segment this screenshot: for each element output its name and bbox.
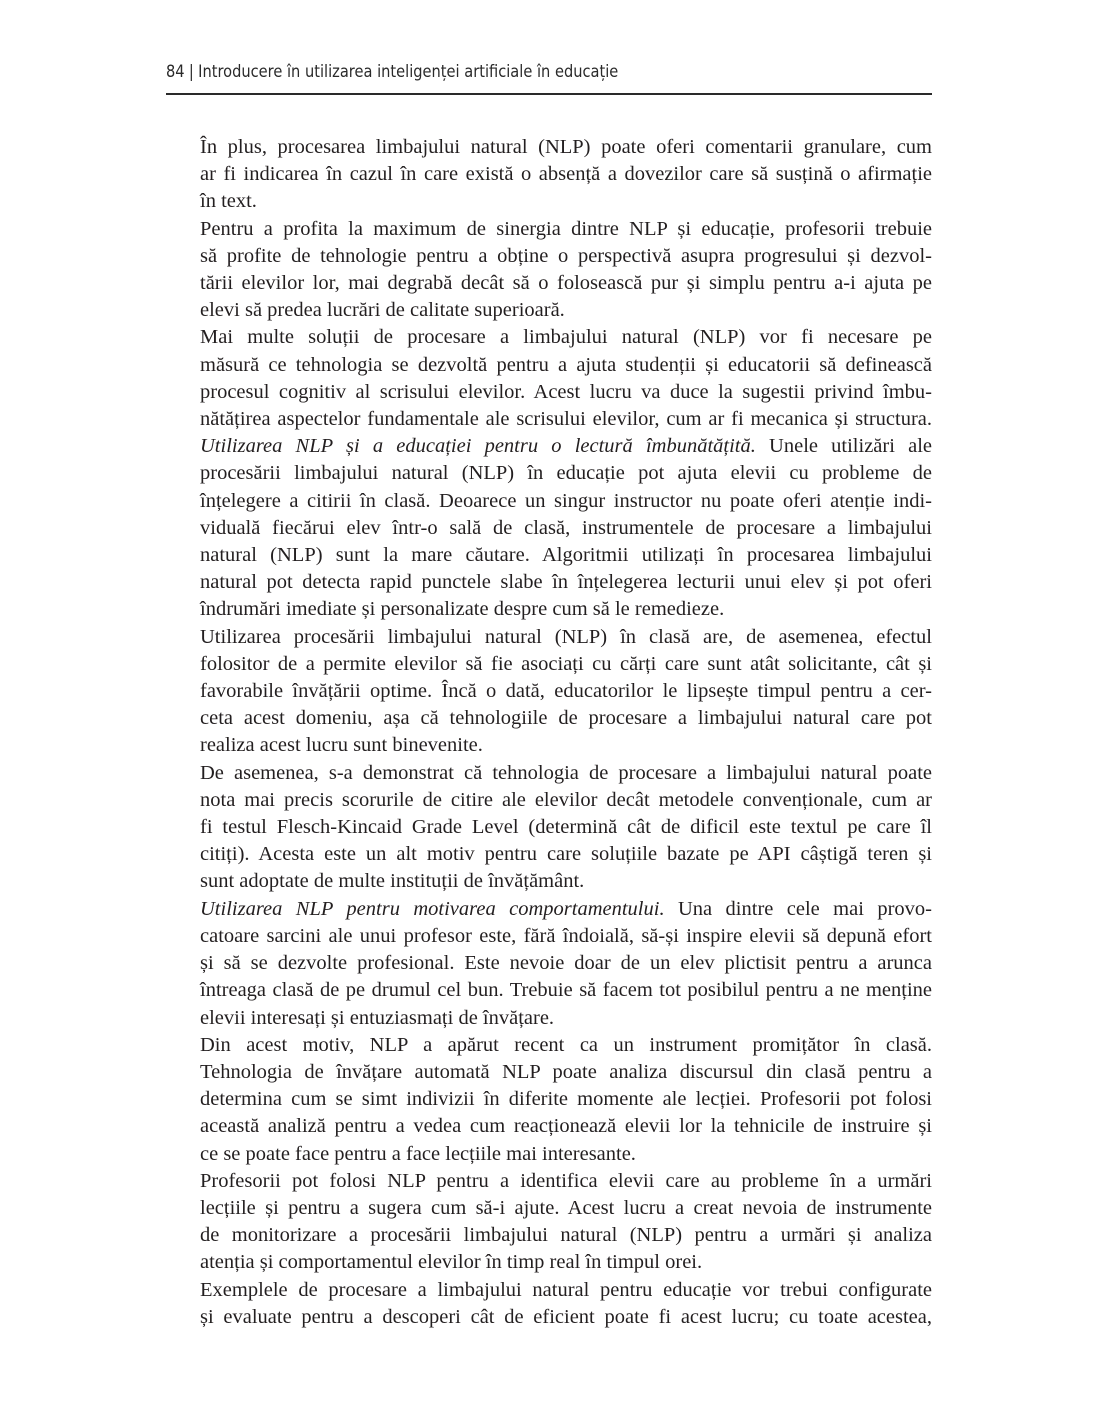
text-line: În plus, procesarea limbajului natural (NLP) poate oferi comentarii granulare, cum bbox=[200, 136, 932, 158]
text-line: procesul cognitiv al scrisului elevilor. Acest lucru va duce la sugestii privind îmbu- bbox=[200, 380, 932, 403]
paragraph bbox=[166, 134, 932, 216]
text-line: Tehnologia de învățare automată NLP poate analiza discursul din clasă pentru a bbox=[200, 1060, 932, 1083]
paragraph-subsection bbox=[166, 433, 932, 623]
text-line: această analiză pentru a vedea cum reacționează elevii lor la tehnicile de instruire și bbox=[200, 1115, 932, 1138]
text-line: lecțiile și pentru a sugera cum să-i ajute. Acest lucru a creat nevoia de instrumente bbox=[200, 1196, 932, 1219]
text-line: ceta acest domeniu, așa că tehnologiile de procesare a limbajului natural care pot bbox=[200, 707, 932, 730]
text-line: și să se dezvolte profesional. Este nevoie doar de un elev plictisit pentru a arunca bbox=[200, 952, 932, 975]
text-line: Profesorii pot folosi NLP pentru a identifica elevii care au probleme în a urmări bbox=[200, 1169, 932, 1192]
body-text bbox=[166, 134, 932, 1331]
text-line: catoare sarcini ale unui profesor este, fără îndoială, să-și inspire elevii să depună efort bbox=[200, 924, 932, 947]
text-line: Pentru a profita la maximum de sinergia dintre NLP și educație, profesorii trebuie bbox=[200, 217, 932, 240]
paragraph-subsection bbox=[166, 896, 932, 1032]
paragraph bbox=[166, 1032, 932, 1168]
paragraph bbox=[166, 1168, 932, 1277]
text-line: citiți). Acesta este un alt motiv pentru care soluțiile bazate pe API câștigă teren și bbox=[200, 843, 932, 866]
text-line: elevi să predea lucrări de calitate superioară. bbox=[200, 299, 565, 322]
text-line: Utilizarea NLP pentru motivarea comportamentului. Una dintre cele mai provo- bbox=[200, 897, 932, 920]
text-line: natural (NLP) sunt la mare căutare. Algoritmii utilizați în procesarea limbajului bbox=[200, 544, 932, 567]
paragraph bbox=[166, 624, 932, 760]
text-line: sunt adoptate de multe instituții de învățământ. bbox=[200, 870, 585, 893]
text-line: îndrumări imediate și personalizate despre cum să le remedieze. bbox=[200, 598, 725, 621]
subsection-heading: Utilizarea NLP pentru motivarea comportamentului. bbox=[200, 897, 665, 920]
page-number: 84 bbox=[166, 62, 185, 82]
text-line: nota mai precis scorurile de citire ale elevilor decât metodele convenționale, cum ar bbox=[200, 788, 932, 811]
text-line: în text. bbox=[200, 190, 257, 213]
text-line: favorabile învățării optime. Încă o dată, educatorilor le lipsește timpul pentru a cer- bbox=[200, 680, 932, 703]
text-line: Utilizarea procesării limbajului natural (NLP) în clasă are, de asemenea, efectul bbox=[200, 625, 932, 648]
text-line: Din acest motiv, NLP a apărut recent ca un instrument promițător în clasă. bbox=[200, 1033, 932, 1056]
subsection-heading: Utilizarea NLP și a educației pentru o lectură îmbunătățită. bbox=[200, 435, 756, 458]
header-separator: | bbox=[188, 62, 194, 82]
text-line: viduală fiecărui elev într-o sală de clasă, instrumentele de procesare a limbajului bbox=[200, 516, 932, 539]
text-line: folositor de a permite elevilor să fie asociați cu cărți care sunt atât solicitante, cât și bbox=[200, 652, 932, 675]
text-line: procesării limbajului natural (NLP) în educație pot ajuta elevii cu probleme de bbox=[200, 462, 932, 485]
text-line: să profite de tehnologie pentru a obține o perspectivă asupra progresului și dezvol- bbox=[200, 244, 932, 267]
text-line: înțelegere a citirii în clasă. Deoarece un singur instructor nu poate oferi atenție indi- bbox=[200, 489, 932, 512]
header-rule bbox=[166, 93, 932, 95]
paragraph bbox=[166, 760, 932, 896]
paragraph bbox=[166, 216, 932, 325]
text-line: tării elevilor lor, mai degrabă decât să o folosească pur și simplu pentru a-i ajuta pe bbox=[200, 272, 932, 295]
text-line: atenția și comportamentul elevilor în timp real în timpul orei. bbox=[200, 1251, 703, 1274]
paragraph bbox=[166, 324, 932, 433]
text-line: nătățirea aspectelor fundamentale ale scrisului elevilor, cum ar fi mecanica și structura. bbox=[200, 408, 932, 431]
text-line: Mai multe soluții de procesare a limbajului natural (NLP) vor fi necesare pe bbox=[200, 326, 932, 349]
running-header bbox=[166, 62, 825, 82]
text-line: de monitorizare a procesării limbajului natural (NLP) pentru a urmări și analiza bbox=[200, 1224, 932, 1247]
text-line: elevii interesați și entuziasmați de învățare. bbox=[200, 1006, 555, 1029]
text-line: De asemenea, s-a demonstrat că tehnologia de procesare a limbajului natural poate bbox=[200, 761, 932, 784]
text-line: realiza acest lucru sunt binevenite. bbox=[200, 734, 483, 757]
text-line: întreaga clasă de pe drumul cel bun. Trebuie să facem tot posibilul pentru a ne menține bbox=[200, 979, 932, 1002]
text-line: ar fi indicarea în cazul în care există o absență a dovezilor care să susțină o afirmație bbox=[200, 163, 932, 186]
text-line: ce se poate face pentru a face lecțiile mai interesante. bbox=[200, 1142, 636, 1165]
paragraph-continued bbox=[166, 1277, 932, 1331]
text-line: determina cum se simt indivizii în diferite momente ale lecției. Profesorii pot folosi bbox=[200, 1088, 932, 1111]
text-line: natural pot detecta rapid punctele slabe în înțelegerea lecturii unui elev și pot oferi bbox=[200, 571, 932, 594]
text-line: Utilizarea NLP și a educației pentru o lectură îmbunătățită. Unele utilizări ale bbox=[200, 435, 932, 458]
book-title: Introducere în utilizarea inteligenței artificiale în educație bbox=[198, 62, 619, 82]
text-line: fi testul Flesch-Kincaid Grade Level (determină cât de dificil este textul pe care îl bbox=[200, 816, 932, 839]
text-line: și evaluate pentru a descoperi cât de eficient poate fi acest lucru; cu toate acestea, bbox=[200, 1305, 932, 1328]
text-line: măsură ce tehnologia se dezvoltă pentru a ajuta studenții și educatorii să definească bbox=[200, 353, 932, 376]
text-line: Exemplele de procesare a limbajului natural pentru educație vor trebui configurate bbox=[200, 1278, 932, 1301]
